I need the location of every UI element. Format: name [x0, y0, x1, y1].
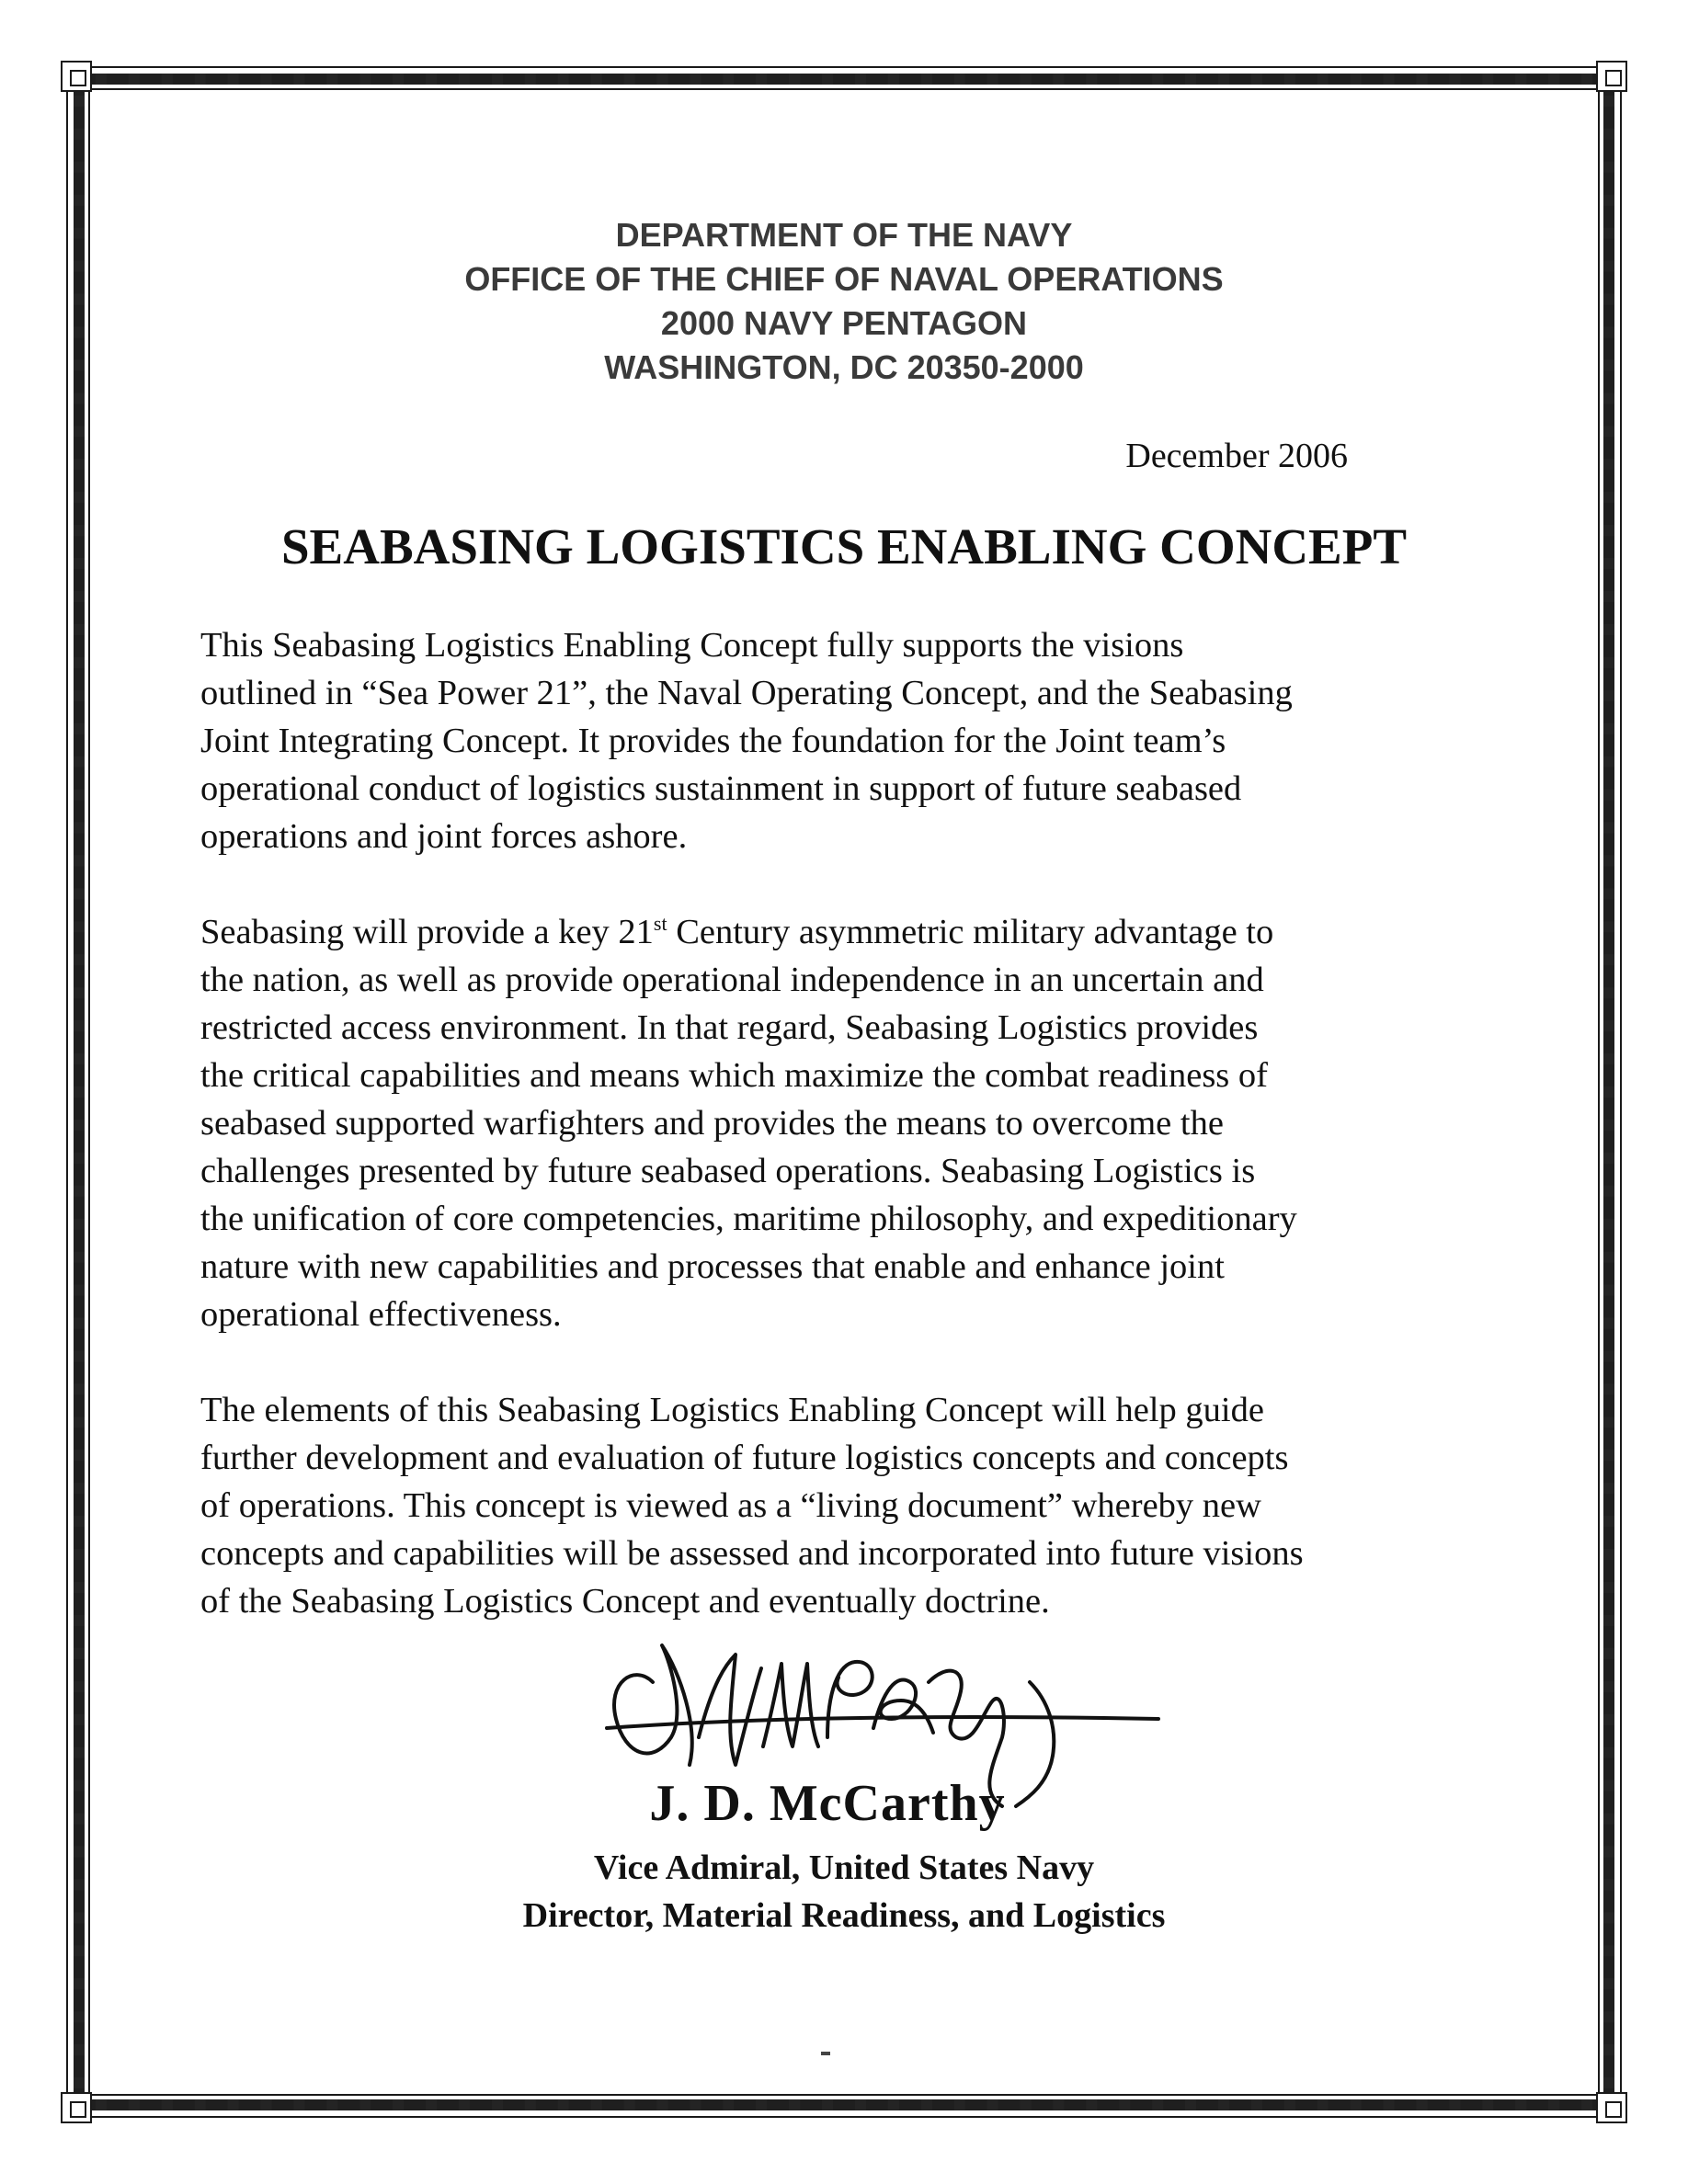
paragraph-line: the nation, as well as provide operational independence in an uncertain and: [200, 961, 1264, 999]
paragraph-1: [200, 621, 1506, 860]
paragraph-line: seabased supported warfighters and provides the means to overcome the: [200, 1104, 1224, 1143]
paragraph-line: the critical capabilities and means which maximize the combat readiness of: [200, 1056, 1268, 1095]
document-title: SEABASING LOGISTICS ENABLING CONCEPT: [280, 518, 1408, 574]
paragraph-line: of the Seabasing Logistics Concept and eventually doctrine.: [200, 1582, 1050, 1621]
paragraph-line: the unification of core competencies, maritime philosophy, and expeditionary: [200, 1200, 1297, 1238]
paragraph-line: The elements of this Seabasing Logistics Enabling Concept will help guide: [200, 1391, 1264, 1429]
paragraph-line: outlined in “Sea Power 21”, the Naval Operating Concept, and the Seabasing: [200, 674, 1293, 712]
letterhead-office: OFFICE OF THE CHIEF OF NAVAL OPERATIONS: [464, 260, 1224, 298]
paragraph-line: operational conduct of logistics sustainment in support of future seabased: [200, 769, 1242, 808]
letterhead-city: WASHINGTON, DC 20350-2000: [604, 348, 1084, 386]
paragraph-3: [200, 1386, 1506, 1625]
paragraph-line: restricted access environment. In that regard, Seabasing Logistics provides: [200, 1008, 1259, 1047]
letterhead: [276, 213, 1412, 390]
paragraph-line: further development and evaluation of future logistics concepts and concepts: [200, 1439, 1289, 1477]
paragraph-line: of operations. This concept is viewed as a “living document” whereby new: [200, 1486, 1261, 1525]
border-corner-top-left: [61, 61, 92, 92]
border-corner-top-right: [1596, 61, 1627, 92]
paragraph-line: nature with new capabilities and processes that enable and enhance joint: [200, 1247, 1225, 1286]
signatory-name: J. D. McCarthy: [649, 1775, 1006, 1832]
page-mark: [821, 2052, 830, 2055]
letterhead-building: 2000 NAVY PENTAGON: [660, 304, 1028, 342]
paragraph-line: This Seabasing Logistics Enabling Concept fully supports the visions: [200, 626, 1184, 665]
superscript-ordinal: st: [653, 912, 667, 936]
paragraph-text: Seabasing will provide a key 21: [200, 913, 654, 951]
paragraph-line: operational effectiveness.: [200, 1295, 562, 1334]
paragraph-2: [200, 908, 1506, 1338]
letterhead-department: DEPARTMENT OF THE NAVY: [615, 216, 1073, 254]
paragraph-line: Joint Integrating Concept. It provides the foundation for the Joint team’s: [200, 722, 1226, 760]
border-corner-bottom-left: [61, 2092, 92, 2123]
document-date: December 2006: [1125, 437, 1348, 475]
paragraph-text: Century asymmetric military advantage to: [667, 913, 1274, 951]
signatory-position: Director, Material Readiness, and Logistics: [522, 1896, 1166, 1935]
border-corner-bottom-right: [1596, 2092, 1627, 2123]
signatory-title-block: [384, 1844, 1304, 1939]
document-body: [200, 621, 1506, 1673]
paragraph-line: [200, 908, 1506, 956]
paragraph-line: challenges presented by future seabased operations. Seabasing Logistics is: [200, 1152, 1256, 1190]
paragraph-line: concepts and capabilities will be assessed and incorporated into future visions: [200, 1534, 1304, 1573]
signatory-rank: Vice Admiral, United States Navy: [593, 1848, 1095, 1887]
paragraph-line: operations and joint forces ashore.: [200, 817, 688, 856]
